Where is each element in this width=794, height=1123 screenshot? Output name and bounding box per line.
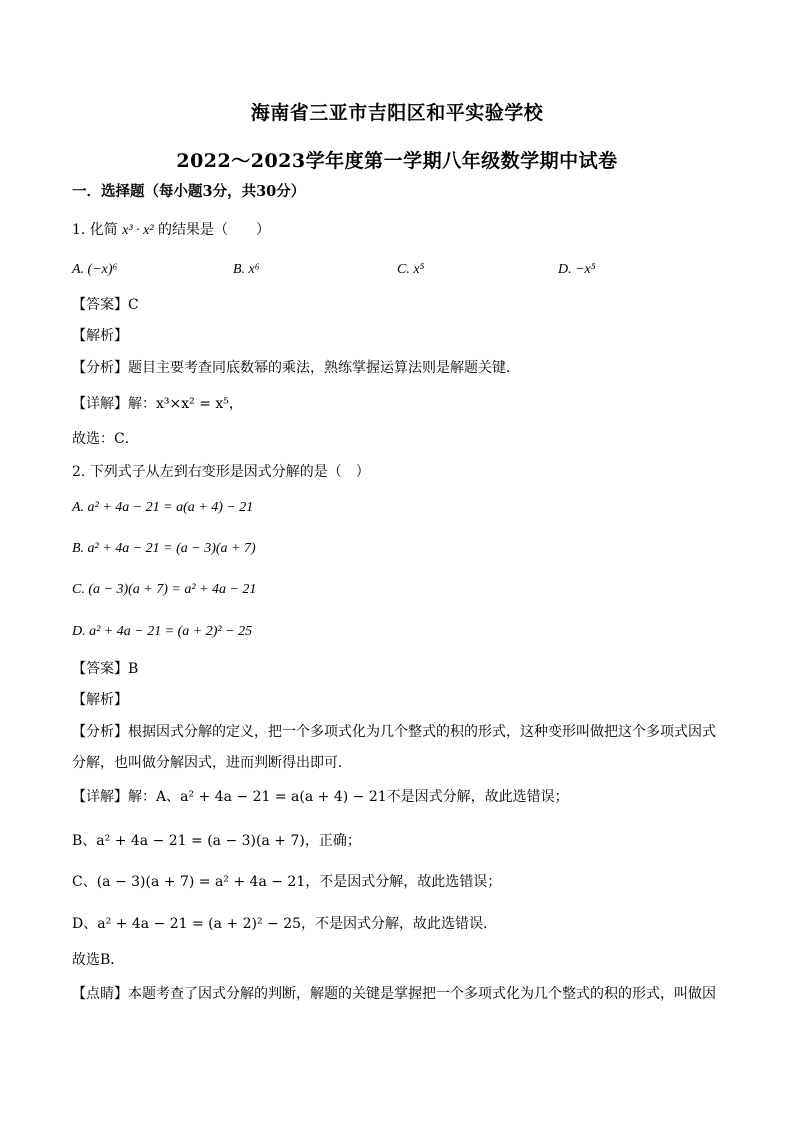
- question-1-suffix: 的结果是（ ）: [158, 222, 271, 238]
- q1-option-a: A. (−x)⁶: [72, 262, 118, 277]
- q2-analysis-line-1: 【分析】根据因式分解的定义，把一个多项式化为几个整式的积的形式，这种变形叫做把这个多项式因式: [72, 724, 716, 740]
- q2-detail-d: D、a² + 4a − 21 = (a + 2)² − 25，不是因式分解，故此选错误.: [72, 916, 488, 932]
- q2-option-c: C. (a − 3)(a + 7) = a² + 4a − 21: [72, 582, 257, 597]
- q2-option-d: D. a² + 4a − 21 = (a + 2)² − 25: [72, 624, 253, 639]
- q1-answer: 【答案】C: [72, 297, 139, 313]
- q2-jiexi: 【解析】: [72, 692, 128, 708]
- q2-remark: 【点睛】本题考查了因式分解的判断，解题的关键是掌握把一个多项式化为几个整式的积的形式，叫做因: [72, 986, 716, 1002]
- school-title: 海南省三亚市吉阳区和平实验学校: [250, 102, 544, 124]
- q2-detail-a: 【详解】解：A、a² + 4a − 21 = a(a + 4) − 21不是因式分解，故此选错误；: [72, 789, 569, 805]
- q2-conclusion: 故选B．: [72, 952, 125, 968]
- q2-option-b: B. a² + 4a − 21 = (a − 3)(a + 7): [72, 541, 256, 556]
- q1-option-d: D. −x⁵: [558, 262, 596, 277]
- section-heading: 一．选择题（每小题3分，共30分）: [72, 183, 306, 200]
- q2-option-a: A. a² + 4a − 21 = a(a + 4) − 21: [72, 500, 254, 515]
- question-2-stem: 2. 下列式子从左到右变形是因式分解的是（ ）: [72, 464, 370, 480]
- question-1-stem: [72, 219, 724, 242]
- q2-analysis-line-2: 分解，也叫做分解因式，进而判断得出即可．: [72, 755, 352, 771]
- q1-conclusion: 故选：C．: [72, 431, 139, 447]
- q1-analysis: 【分析】题目主要考查同底数幂的乘法，熟练掌握运算法则是解题关键．: [72, 360, 520, 376]
- question-1-expression: x³ · x²: [122, 223, 154, 238]
- exam-title: 2022～2023学年度第一学期八年级数学期中试卷: [176, 150, 618, 172]
- question-1-prefix: 1. 化简: [72, 222, 118, 238]
- q2-detail-b: B、a² + 4a − 21 = (a − 3)(a + 7)，正确；: [72, 833, 361, 849]
- q1-jiexi: 【解析】: [72, 328, 128, 344]
- q1-option-c: C. x⁵: [397, 262, 425, 277]
- q1-option-b: B. x⁶: [233, 262, 260, 277]
- q2-detail-c: C、(a − 3)(a + 7) = a² + 4a − 21，不是因式分解，故此选错误；: [72, 874, 502, 890]
- q1-detail: 【详解】解：x³×x² = x⁵，: [72, 396, 243, 412]
- q2-answer: 【答案】B: [72, 661, 139, 677]
